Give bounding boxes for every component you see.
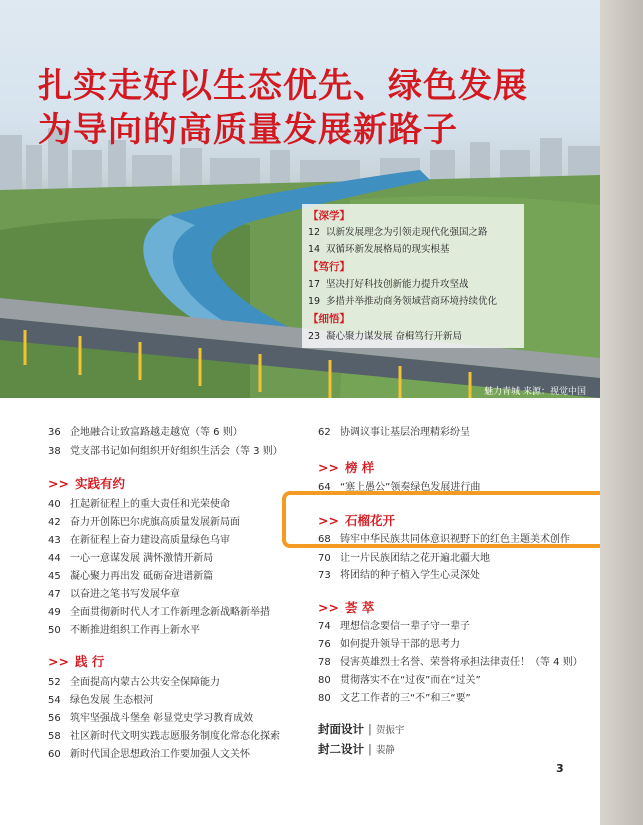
toc-item[interactable]: 50 不断推进组织工作再上新水平 bbox=[48, 625, 200, 636]
toc-item[interactable]: 80 文艺工作者的三“不”和三“要” bbox=[318, 693, 471, 704]
toc-item[interactable]: 73 将团结的种子植入学生心灵深处 bbox=[318, 570, 480, 581]
toc-item[interactable]: 47 以奋进之笔书写发展华章 bbox=[48, 589, 180, 600]
toc-item[interactable]: 68 铸牢中华民族共同体意识视野下的红色主题美术创作 bbox=[318, 534, 570, 545]
toc-item[interactable]: 64 “塞上愚公”领奏绿色发展进行曲 bbox=[318, 482, 481, 493]
page-number: 3 bbox=[556, 762, 564, 775]
toc-item[interactable]: 45 凝心聚力再出发 砥砺奋进谱新篇 bbox=[48, 571, 214, 582]
page-edge-shadow bbox=[600, 0, 643, 825]
cover-design-credit: 封面设计 | 贺振宇 bbox=[318, 722, 405, 736]
section-title-jianxing: >> 践 行 bbox=[48, 654, 105, 669]
toc-item[interactable]: 38 党支部书记如何组织开好组织生活会（等 3 则） bbox=[48, 446, 283, 457]
toc-item[interactable]: 40 扛起新征程上的重大责任和光荣使命 bbox=[48, 499, 230, 510]
toc-item[interactable]: 52 全面提高内蒙古公共安全保障能力 bbox=[48, 677, 220, 688]
overlay-item[interactable]: 23 凝心聚力谋发展 奋楫笃行开新局 bbox=[308, 331, 463, 342]
toc-item[interactable]: 58 社区新时代文明实践志愿服务制度化常态化探索 bbox=[48, 731, 280, 742]
inside-cover-design-credit: 封二设计 | 裴静 bbox=[318, 742, 395, 756]
toc-item[interactable]: 76 如何提升领导干部的思考力 bbox=[318, 639, 460, 650]
cover-photo bbox=[0, 0, 600, 398]
toc-item[interactable]: 60 新时代国企思想政治工作要加强人文关怀 bbox=[48, 749, 250, 760]
toc-item[interactable]: 74 理想信念要信一辈子守一辈子 bbox=[318, 621, 470, 632]
overlay-item[interactable]: 12 以新发展理念为引领走现代化强国之路 bbox=[308, 227, 488, 238]
section-title-shijian: >> 实践有约 bbox=[48, 476, 125, 491]
toc-item[interactable]: 49 全面贯彻新时代人才工作新理念新战略新举措 bbox=[48, 607, 270, 618]
headline-line-2: 为导向的高质量发展新路子 bbox=[38, 110, 458, 150]
headline-line-1: 扎实走好以生态优先、绿色发展 bbox=[38, 66, 528, 106]
toc-item[interactable]: 43 在新征程上奋力建设高质量绿色乌审 bbox=[48, 535, 230, 546]
toc-item[interactable]: 78 侵害英雄烈士名誉、荣誉将承担法律责任！（等 4 则） bbox=[318, 657, 583, 668]
overlay-section-title: 【深学】 bbox=[308, 210, 350, 222]
section-title-shiliuhuakai: >> 石榴花开 bbox=[318, 513, 395, 528]
toc-item[interactable]: 44 一心一意谋发展 满怀激情开新局 bbox=[48, 553, 214, 564]
section-title-huicui: >> 荟 萃 bbox=[318, 600, 375, 615]
toc-item[interactable]: 62 协调议事让基层治理精彩纷呈 bbox=[318, 427, 470, 438]
overlay-item[interactable]: 19 多措并举推动商务领域营商环境持续优化 bbox=[308, 296, 498, 307]
highlight-box bbox=[282, 491, 624, 548]
overlay-item[interactable]: 17 坚决打好科技创新能力提升攻坚战 bbox=[308, 279, 469, 290]
toc-item[interactable]: 70 让一片民族团结之花开遍北疆大地 bbox=[318, 553, 490, 564]
toc-item[interactable]: 80 贯彻落实不在“过夜”而在“过关” bbox=[318, 675, 481, 686]
overlay-section-title: 【笃行】 bbox=[308, 261, 350, 273]
overlay-section-title: 【细悟】 bbox=[308, 313, 350, 325]
contents-overlay-box bbox=[302, 204, 524, 348]
toc-item[interactable]: 54 绿色发展 生态根河 bbox=[48, 695, 154, 706]
toc-item[interactable]: 36 企地融合让致富路越走越宽（等 6 则） bbox=[48, 427, 243, 438]
photo-credit: 魅力青城 来源：视觉中国 bbox=[484, 387, 586, 397]
overlay-item[interactable]: 14 双循环新发展格局的现实根基 bbox=[308, 244, 450, 255]
toc-item[interactable]: 56 筑牢坚强战斗堡垒 彰显党史学习教育成效 bbox=[48, 713, 254, 724]
section-title-bangyang: >> 榜 样 bbox=[318, 460, 375, 475]
toc-item[interactable]: 42 奋力开创陈巴尔虎旗高质量发展新局面 bbox=[48, 517, 240, 528]
